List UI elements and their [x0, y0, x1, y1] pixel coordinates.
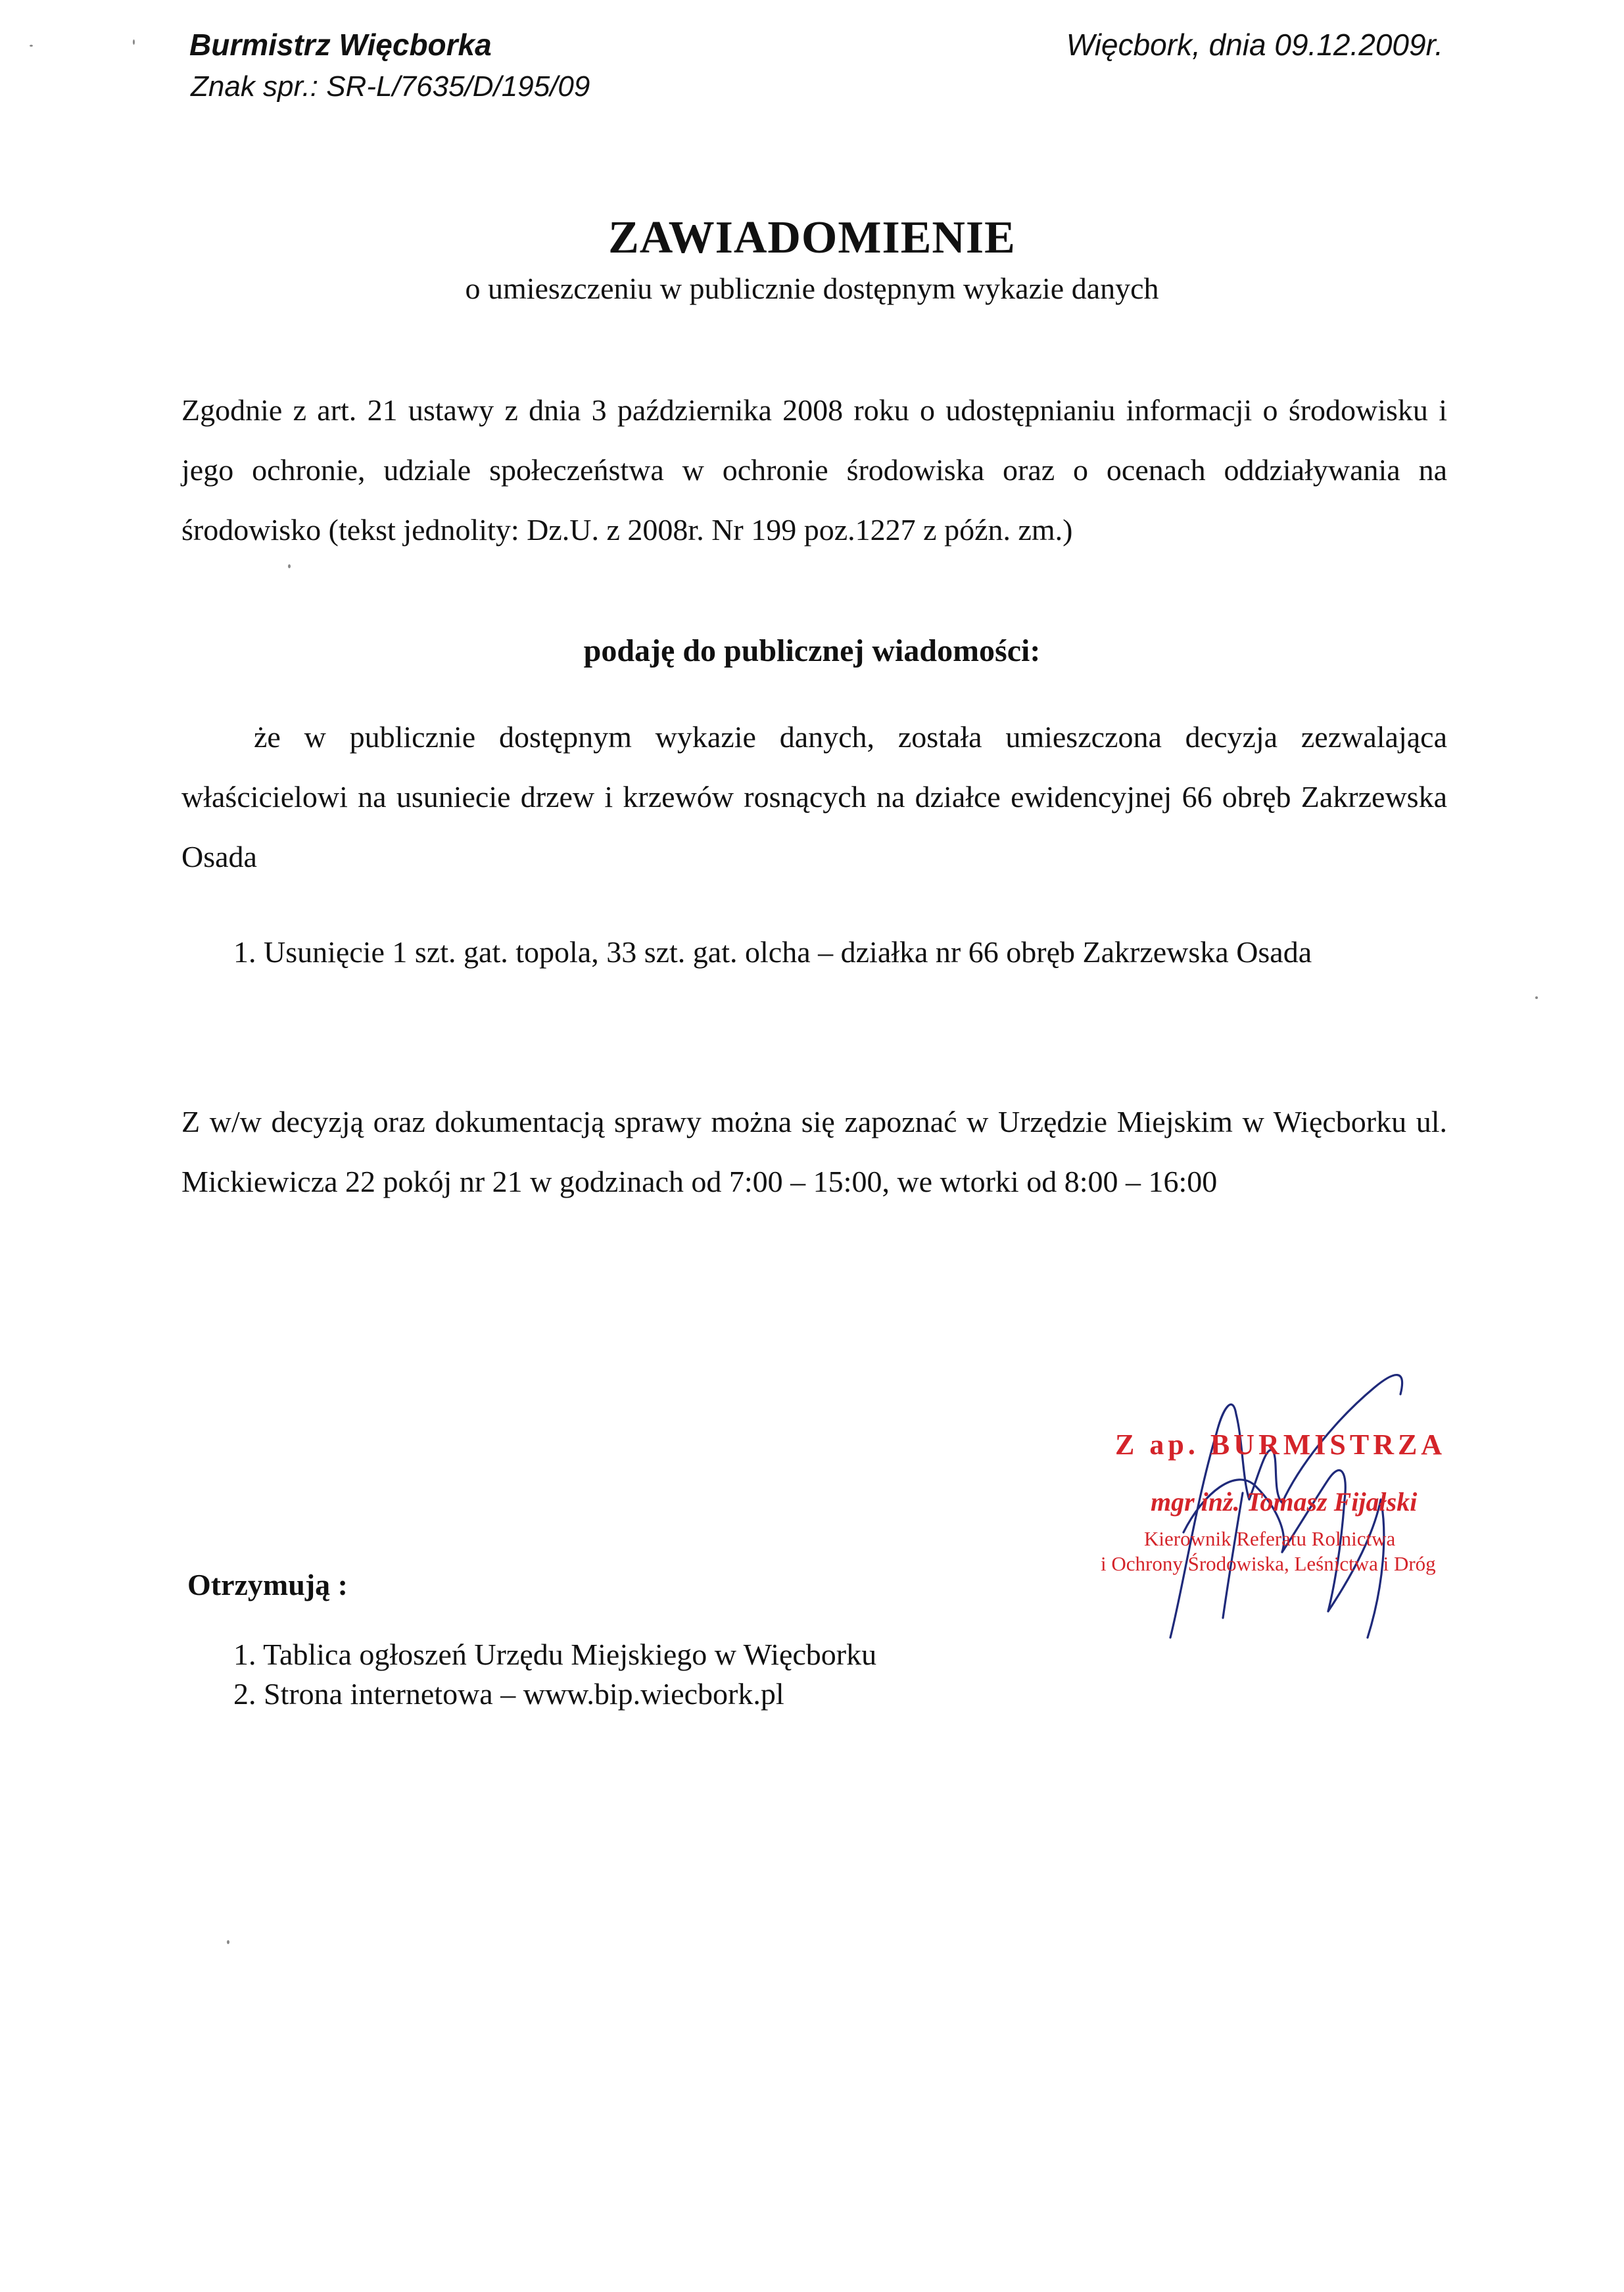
- stamp-title: Z ap. BURMISTRZA: [1115, 1428, 1446, 1461]
- scan-speck: [30, 45, 33, 47]
- recipients-list: [233, 1635, 876, 1714]
- stamp-position: Kierownik Referatu Rolnictwa: [1144, 1527, 1396, 1550]
- official-stamp: [1078, 1414, 1499, 1624]
- info-paragraph: Z w/w decyzją oraz dokumentacją sprawy można się zapoznać w Urzędzie Miejskim w Więcborku ul. Mickiewicza 22 pokój nr 21 w godzinach od 7:00 – 15:00, we wtorki od 8:00 – 16:00: [181, 1105, 1447, 1198]
- scan-speck: [227, 1940, 229, 1944]
- author-office: Burmistrz Więcborka: [189, 28, 492, 62]
- list-item: 2. Strona internetowa – www.bip.wiecbork.pl: [233, 1677, 784, 1711]
- decision-paragraph: że w publicznie dostępnym wykazie danych, została umieszczona decyzja zezwalająca właścicielowi na usuniecie drzew i krzewów rosnących na działce ewidencyjnej 66 obręb Zakrzewska Osada: [181, 720, 1447, 873]
- scan-speck: [288, 564, 291, 568]
- document-title: ZAWIADOMIENIE: [608, 212, 1016, 263]
- case-reference: Znak spr.: SR-L/7635/D/195/09: [191, 70, 590, 103]
- recipients-heading: Otrzymują :: [187, 1568, 348, 1601]
- notice-heading: podaję do publicznej wiadomości:: [583, 633, 1041, 668]
- list-item: 1. Usunięcie 1 szt. gat. topola, 33 szt. gat. olcha – działka nr 66 obręb Zakrzewska Osada: [233, 935, 1312, 969]
- place-and-date: Więcbork, dnia 09.12.2009r.: [1066, 28, 1443, 62]
- list-item: 1. Tablica ogłoszeń Urzędu Miejskiego w Więcborku: [233, 1638, 877, 1671]
- document-subtitle: o umieszczeniu w publicznie dostępnym wykazie danych: [465, 272, 1159, 305]
- stamp-signatory: mgr inż. Tomasz Fijałski: [1151, 1487, 1418, 1517]
- stamp-department: i Ochrony Środowiska, Leśnictwa i Dróg: [1101, 1552, 1436, 1575]
- scan-speck: [133, 39, 135, 45]
- legal-basis-paragraph: Zgodnie z art. 21 ustawy z dnia 3 października 2008 roku o udostępnianiu informacji o środowisku i jego ochronie, udziale społeczeństwa w ochronie środowiska oraz o ocenach oddziaływania na środowisko (tekst jednolity: Dz.U. z 2008r. Nr 199 poz.1227 z późn. zm.): [181, 393, 1447, 547]
- scan-speck: [1535, 996, 1538, 999]
